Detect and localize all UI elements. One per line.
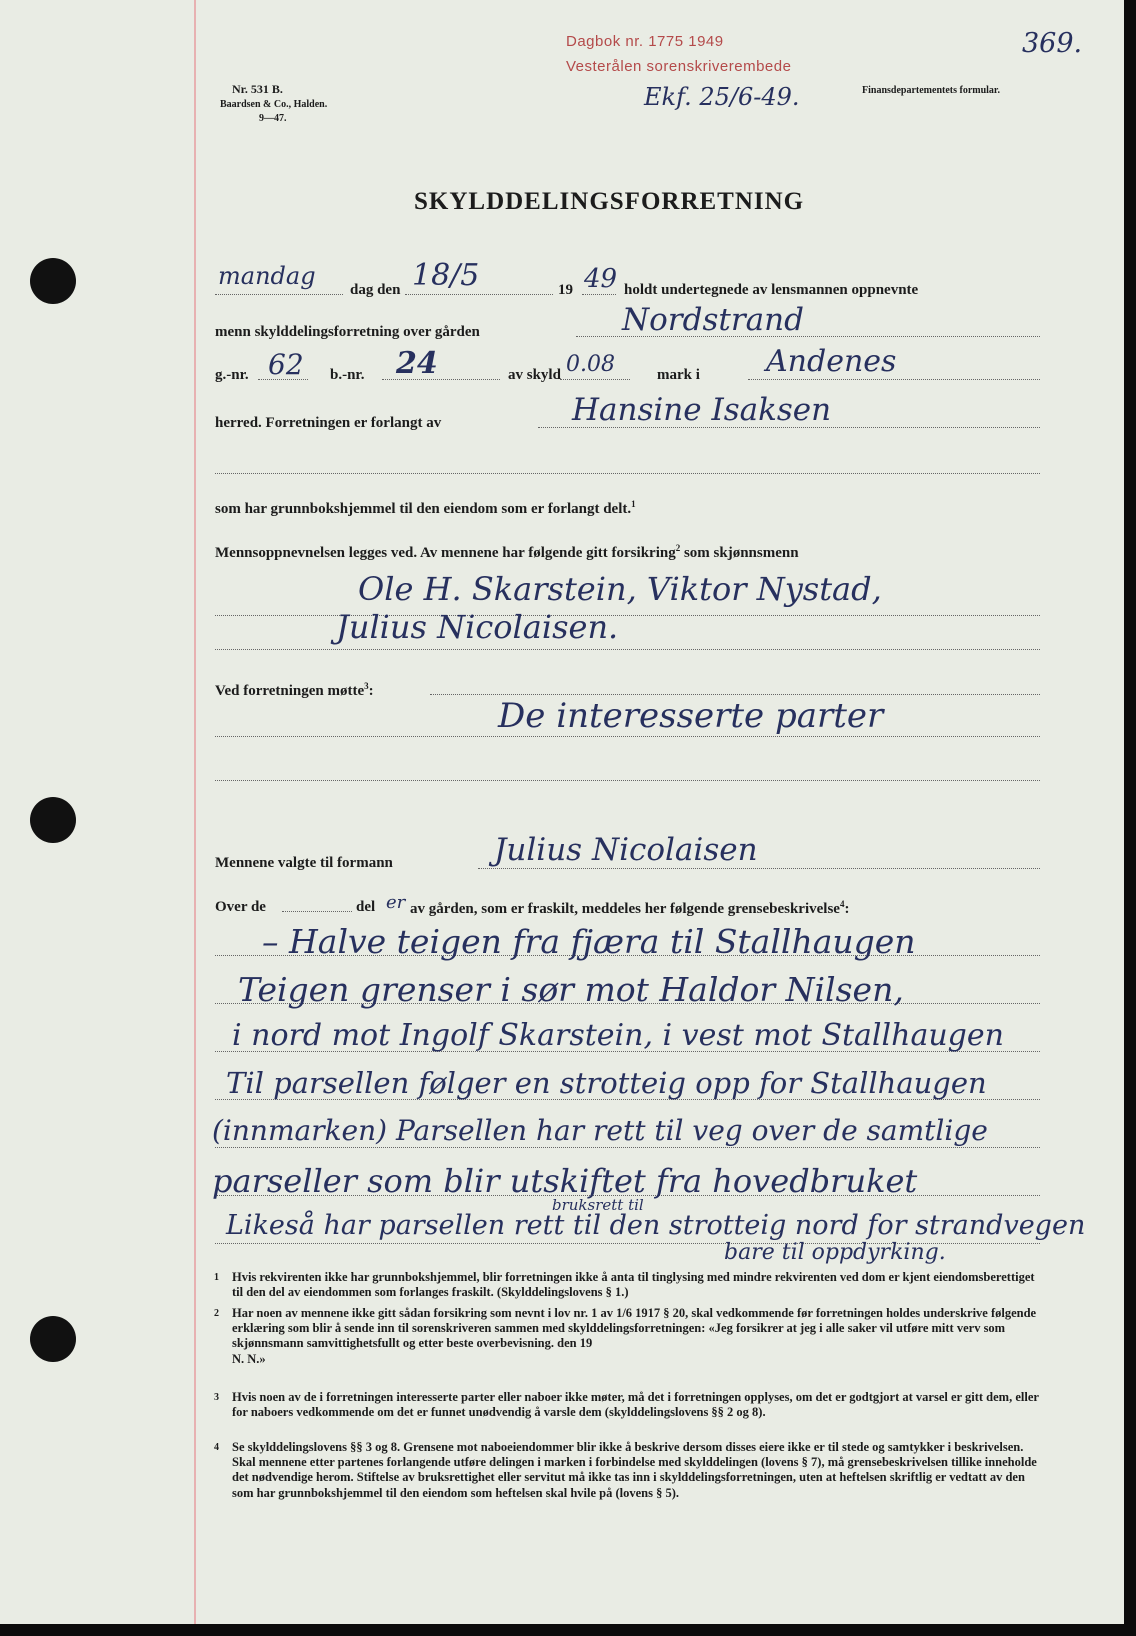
title-holder-text: som har grunnbokshjemmel til den eiendom som er forlangt delt.$^1$ xyxy=(215,499,636,517)
part-suffix: er xyxy=(386,892,406,913)
skyld-label: av skyld xyxy=(508,367,561,383)
requested-label: herred. Forretningen er forlangt av xyxy=(215,415,442,431)
dispatch-date: Ekf. 25/6-49. xyxy=(644,83,800,111)
attendance-label: Ved forretningen møtte$^3$: xyxy=(215,681,374,699)
requester-name: Hansine Isaksen xyxy=(572,392,832,428)
year-prefix: 19 xyxy=(558,282,573,298)
punch-hole xyxy=(30,258,76,304)
boundary-line: (innmarken) Parsellen har rett til veg over de samtlige xyxy=(212,1114,988,1147)
page-number: 369. xyxy=(1022,28,1083,59)
bnr-label: b.-nr. xyxy=(330,367,365,383)
boundary-line: Likeså har parsellen rett til den strotteig nord for strandvegen xyxy=(226,1210,1086,1241)
boundary-insertion: bruksrett til xyxy=(552,1196,644,1214)
boundary-line: i nord mot Ingolf Skarstein, i vest mot Stallhaugen xyxy=(232,1018,1004,1053)
chairman-label: Mennene valgte til formann xyxy=(215,855,393,871)
appraisers-line2: Julius Nicolaisen. xyxy=(336,608,619,646)
mark-label: mark i xyxy=(657,367,700,383)
appraisers-line1: Ole H. Skarstein, Viktor Nystad, xyxy=(358,570,882,608)
municipality: Andenes xyxy=(766,344,897,379)
footnote-4: 4 Se skylddelingslovens §§ 3 og 8. Grensene mot naboeiendommer blir ikke å beskrive dersom disses eiere ikke er til stede og samtykker i beskrivelsen. Skal mennene etter partenes forlangende utføre delingen i marken i forbindelse med skylddelingen (lovens § 7), må grensebeskrivelsen tillike inneholde det nødvendige herom. Stiftelse av bruksrettighet eller servitut må ikke tas inn i skylddelingsforretningen, uten at heftelsen skriftlig er vedtatt av den som har grunnbokshjemmel til den eiendom som heftelsen skal hvile på (lovens § 5). xyxy=(214,1440,1037,1500)
footnote-1: 1 Hvis rekvirenten ikke har grunnbokshjemmel, blir forretningen ikke å anta til tinglysing med mindre rekvirenten ved dom er kjent eiendomsberettiget til den del av eiendommen som forlanges fraskilt. (Skylddelingslovens § 1.) xyxy=(214,1270,1035,1300)
part-label: del xyxy=(356,899,376,915)
gnr-label: g.-nr. xyxy=(215,367,249,383)
footnote-2: 2 Har noen av mennene ikke gitt sådan forsikring som nevnt i lov nr. 1 av 1/6 1917 § 20, skal vedkommende før forretningen holdes underskrive følgende erklæring som blir å sende inn til sorenskriveren sammen med skylddelingsforretningen: «Jeg forsikrer at jeg i alle saker vil utføre mitt verv som skjønnsmann samvittighetsfullt og etter beste overbevisning. den 19 N. N.» xyxy=(214,1306,1037,1366)
office-stamp: Vesterålen sorenskriverembede xyxy=(566,58,792,75)
over-de-label: Over de xyxy=(215,899,266,915)
journal-stamp: Dagbok nr. 1775 1949 xyxy=(566,33,724,50)
gnr-value: 62 xyxy=(268,348,304,381)
farm-label: menn skylddelingsforretning over gården xyxy=(215,324,480,340)
boundary-line: – Halve teigen fra fjæra til Stallhaugen xyxy=(262,922,916,961)
boundary-line: Til parsellen følger en strotteig opp for Stallhaugen xyxy=(226,1066,987,1100)
footnote-3: 3 Hvis noen av de i forretningen interesserte parter eller naboer ikke møter, må det i forretningen opplyses, om det er godtgjort at varsel er gitt dem, eller for naboers vedkommende om det er funnet unødvendig å varsle dem (skylddelingslovens §§ 2 og 8). xyxy=(214,1390,1039,1420)
document-title: SKYLDDELINGSFORRETNING xyxy=(414,188,805,215)
boundary-line: bare til oppdyrking. xyxy=(724,1240,946,1265)
day-label: dag den xyxy=(350,282,401,298)
weekday: mandag xyxy=(218,262,316,290)
punch-hole xyxy=(30,1316,76,1362)
attendees: De interesserte parter xyxy=(498,696,884,736)
farm-name: Nordstrand xyxy=(622,302,804,338)
held-by-text: holdt undertegnede av lensmannen oppnevnte xyxy=(624,282,919,298)
form-number: Nr. 531 B. xyxy=(232,82,283,96)
skyld-value: 0.08 xyxy=(566,352,615,377)
punch-hole xyxy=(30,797,76,843)
ministry-form: Finansdepartementets formular. xyxy=(862,85,1000,96)
boundary-label: av gården, som er fraskilt, meddeles her følgende grensebeskrivelse$^4$: xyxy=(410,899,850,917)
boundary-line: parseller som blir utskiftet fra hovedbruket xyxy=(212,1162,918,1200)
bnr-value: 24 xyxy=(396,346,438,381)
margin-line xyxy=(194,0,196,1624)
meeting-year: 49 xyxy=(584,264,618,294)
print-date: 9—47. xyxy=(259,113,287,124)
printer: Baardsen & Co., Halden. xyxy=(220,99,328,110)
boundary-line: Teigen grenser i sør mot Haldor Nilsen, xyxy=(238,970,904,1009)
chairman-name: Julius Nicolaisen xyxy=(494,832,758,868)
meeting-date: 18/5 xyxy=(412,258,480,293)
appointment-text: Mennsoppnevnelsen legges ved. Av mennene har følgende gitt forsikring$^2$ som skjønnsmenn xyxy=(215,543,799,561)
